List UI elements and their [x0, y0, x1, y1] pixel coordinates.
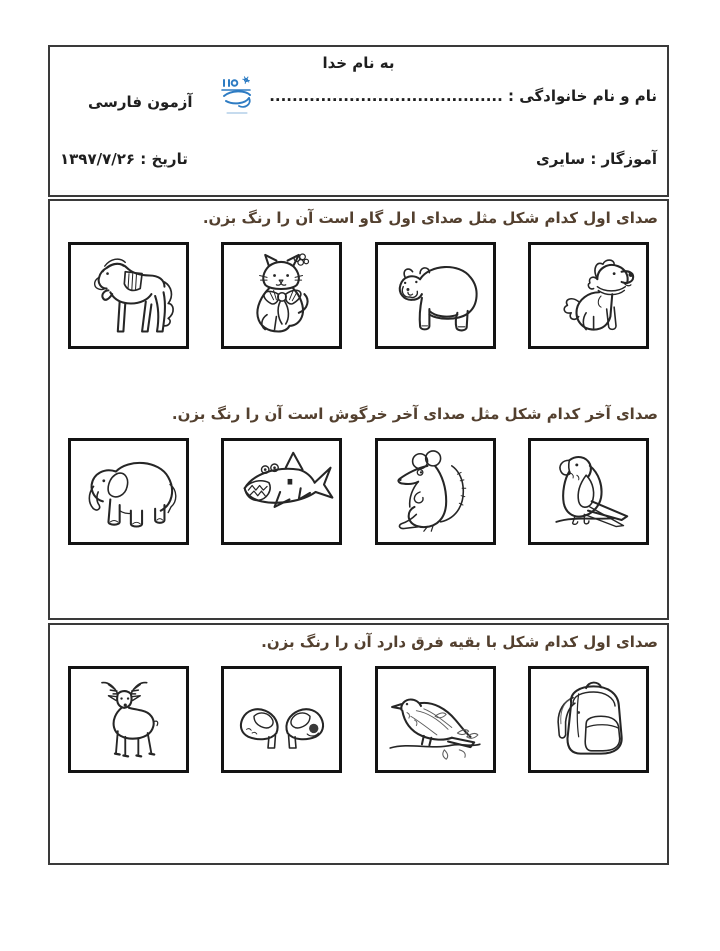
backpack-illustration	[532, 673, 644, 767]
worksheet-sheet	[48, 45, 669, 865]
teacher-name: آموزگار : سایری	[536, 150, 657, 168]
options-row	[50, 666, 667, 773]
deer-card[interactable]	[68, 666, 189, 773]
dog-illustration	[532, 249, 644, 343]
shark-card[interactable]	[221, 438, 342, 545]
bear-illustration	[379, 249, 491, 343]
backpack-card[interactable]	[528, 666, 649, 773]
question-section-3	[50, 632, 667, 773]
exam-date: تاریخ : ۱۳۹۷/۷/۲۶	[60, 150, 188, 168]
questions-box-1-2	[48, 199, 669, 620]
question-text: صدای اول کدام شکل مثل صدای اول گاو است آن را رنگ بزن.	[202, 209, 658, 227]
exam-title: آزمون فارسی	[88, 93, 193, 111]
options-row	[50, 438, 667, 545]
cat-card[interactable]	[221, 242, 342, 349]
question-section-1	[50, 208, 667, 349]
parrot-card[interactable]	[528, 438, 649, 545]
questions-box-3	[48, 623, 669, 865]
mouse-card[interactable]	[375, 438, 496, 545]
pigeon-card[interactable]	[375, 666, 496, 773]
basmala-text: به نام خدا	[322, 54, 395, 72]
cat-illustration	[226, 249, 338, 343]
horse-card[interactable]	[68, 242, 189, 349]
elephant-illustration	[73, 445, 185, 539]
options-row	[50, 242, 667, 349]
pigeon-illustration	[379, 673, 491, 767]
question-text: صدای اول کدام شکل با بقیه فرق دارد آن را رنگ بزن.	[261, 633, 658, 651]
question-section-2	[50, 404, 667, 545]
dog-card[interactable]	[528, 242, 649, 349]
school-logo-icon	[218, 75, 256, 119]
horse-illustration	[73, 249, 185, 343]
shoes-card[interactable]	[221, 666, 342, 773]
question-text: صدای آخر کدام شکل مثل صدای آخر خرگوش است آن را رنگ بزن.	[171, 405, 658, 423]
header-box	[48, 45, 669, 197]
deer-illustration	[73, 673, 185, 767]
mouse-illustration	[379, 445, 491, 539]
shark-illustration	[226, 445, 338, 539]
parrot-illustration	[532, 445, 644, 539]
bear-card[interactable]	[375, 242, 496, 349]
elephant-card[interactable]	[68, 438, 189, 545]
shoes-illustration	[226, 673, 338, 767]
student-name-field[interactable]: نام و نام خانوادگی : .........................................	[269, 87, 657, 105]
